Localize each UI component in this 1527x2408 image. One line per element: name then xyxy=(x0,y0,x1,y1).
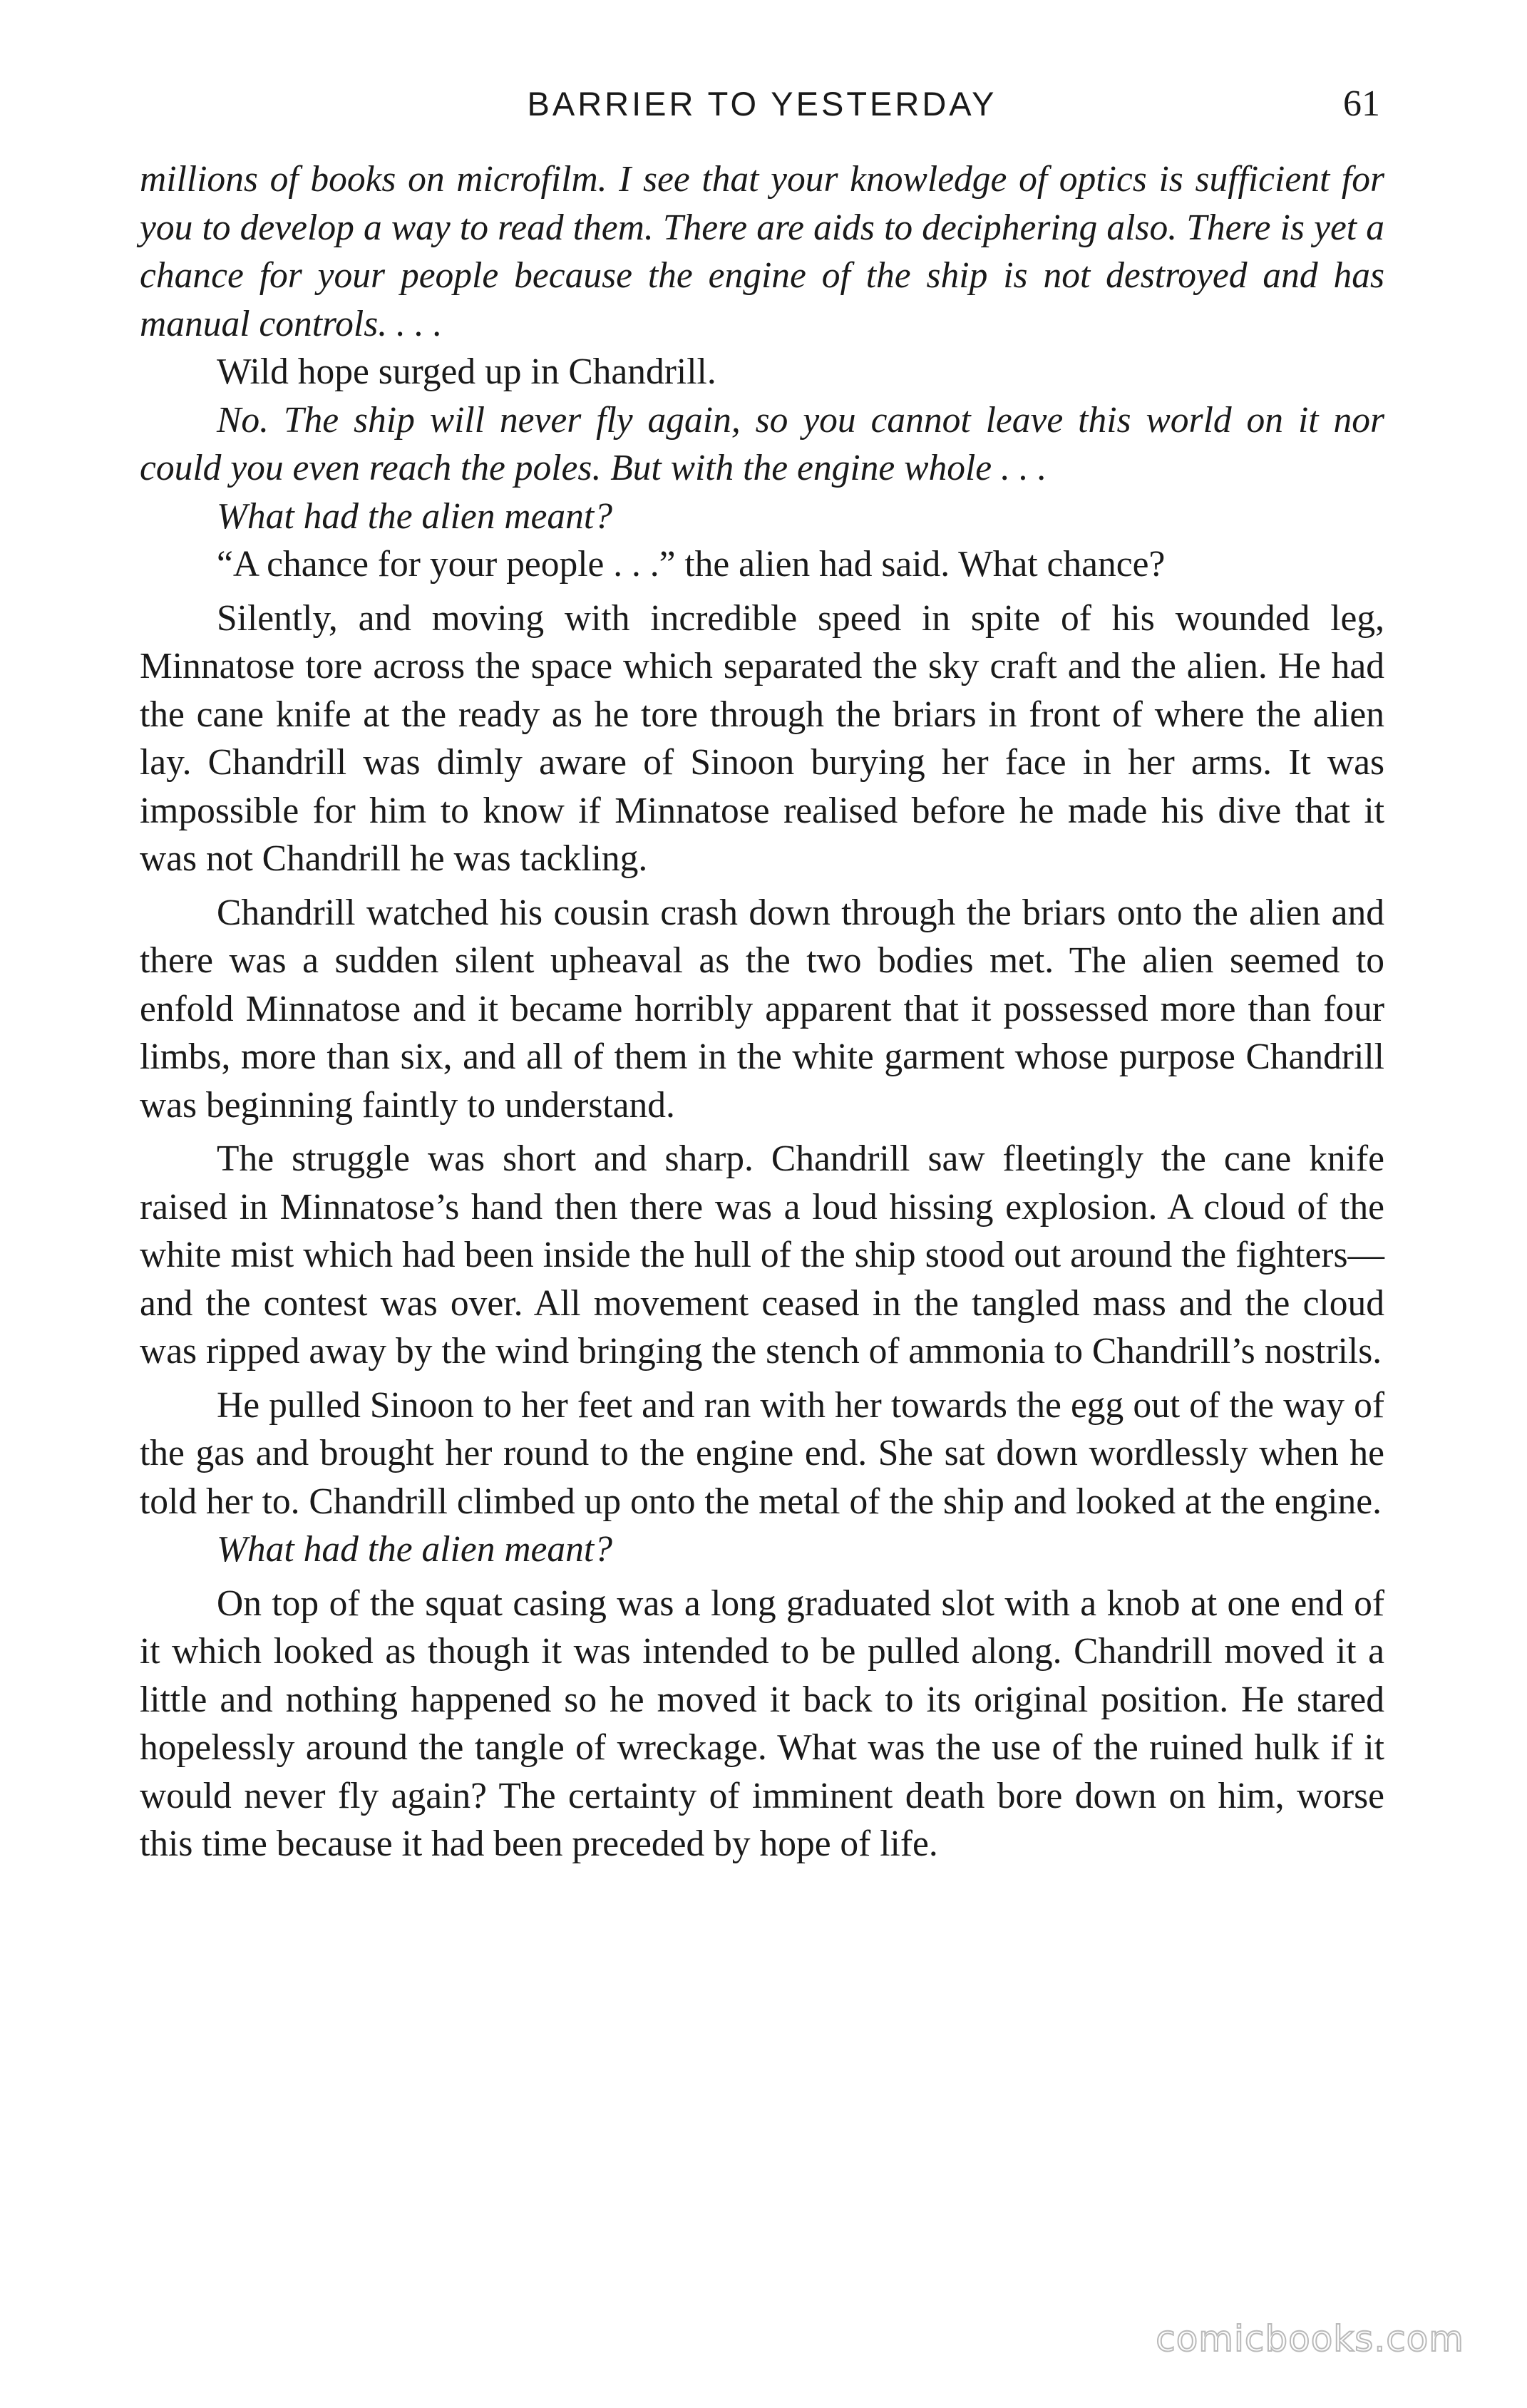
paragraph-quote: “A chance for your people . . .” the alien had said. What chance? xyxy=(217,544,1166,585)
paragraph: The struggle was short and sharp. Chandrill saw fleetingly the cane knife raised in Minnatose’s hand then there was a loud hissing explosion. A cloud of the white mist which had been inside the hull of the ship stood out around the fighters—and the contest was over. All movement ceased in the tangled mass and the cloud was ripped away by the wind bringing the stench of ammonia to Chandrill’s nostrils. xyxy=(140,1138,1384,1372)
paragraph: Chandrill watched his cousin crash down through the briars onto the alien and there was a sudden silent upheaval as the two bodies met. The alien seemed to enfold Minnatose and it became horribly apparent that it possessed more than four limbs, more than six, and all of them in the white garment whose purpose Chandrill was beginning faintly to understand. xyxy=(140,892,1384,1126)
paragraph: Silently, and moving with incredible speed in spite of his wounded leg, Minnatose tore across the space which separated the sky craft and the alien. He had the cane knife at the ready as he tore through the briars in front of where the alien lay. Chandrill was dimly aware of Sinoon burying her face in her arms. It was impossible for him to know if Minnatose realised before he made his dive that it was not Chandrill he was tackling. xyxy=(140,597,1384,879)
page-body xyxy=(140,155,1384,1868)
paragraph: Wild hope surged up in Chandrill. xyxy=(217,351,716,392)
running-title: BARRIER TO YESTERDAY xyxy=(527,85,997,123)
page-header xyxy=(140,80,1384,137)
paragraph: He pulled Sinoon to her feet and ran with her towards the egg out of the way of the gas and brought her round to the engine end. She sat down wordlessly when he told her to. Chandrill climbed up onto the metal of the ship and looked at the engine. xyxy=(140,1384,1384,1522)
watermark: comicbooks.com xyxy=(1156,2318,1464,2360)
paragraph: On top of the squat casing was a long graduated slot with a knob at one end of it which looked as though it was intended to be pulled along. Chandrill moved it a little and nothing happened so he moved it back to its original position. He stared hopelessly around the tangle of wreckage. What was the use of the ruined hulk if it would never fly again? The certainty of imminent death bore down on him, worse this time because it had been preceded by hope of life. xyxy=(140,1583,1384,1864)
book-page xyxy=(140,80,1384,1868)
paragraph-thought: What had the alien meant? xyxy=(217,1529,612,1570)
page-number: 61 xyxy=(1343,83,1380,124)
paragraph-thought: What had the alien meant? xyxy=(217,495,612,537)
paragraph-telepathic-message: millions of books on microfilm. I see that your knowledge of optics is sufficient for you to develop a way to read them. There are aids to deciphering also. There is yet a chance for your people because the engine of the ship is not destroyed and has manual controls. . . . xyxy=(140,159,1384,344)
paragraph-telepathic-message: No. The ship will never fly again, so you cannot leave this world on it nor could you even reach the poles. But with the engine whole . . . xyxy=(140,399,1384,488)
